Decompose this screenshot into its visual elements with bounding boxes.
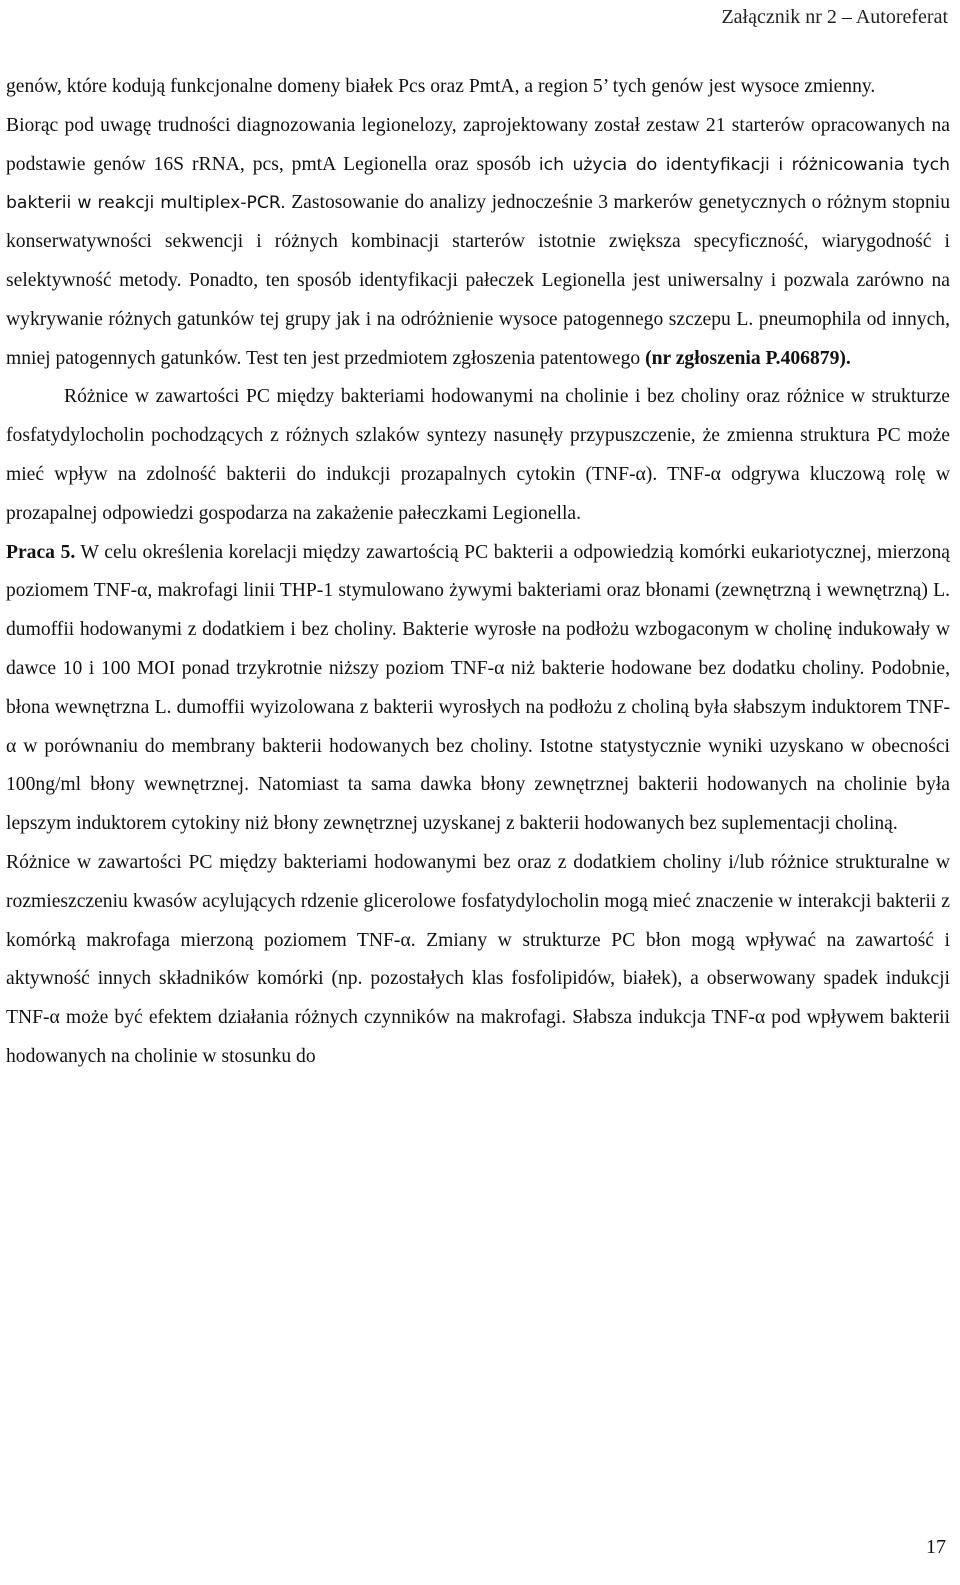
paragraph-2-part-a: Biorąc pod uwagę trudności diagnozowania legionelozy, zaprojektowany został zestaw 21 starterów opracowanych na podstawie genów 16S rRNA, pcs, pmtA Legionella oraz sposób <box>6 114 950 175</box>
page-header: Załącznik nr 2 – Autoreferat <box>721 6 948 28</box>
paper-label: Praca 5. <box>6 541 76 563</box>
paragraph-4 <box>6 534 950 844</box>
paragraph-2-part-b: ich użycia do identyfikacji i różnicowania tych bakterii w reakcji multiplex-PCR. <box>6 154 951 214</box>
paragraph-3: Różnice w zawartości PC między bakteriami hodowanymi na cholinie i bez choliny oraz różnice w strukturze fosfatydylocholin pochodzących z różnych szlaków syntezy nasunęły przypuszczenie, że zmienna struktura PC może mieć wpływ na zdolność bakterii do indukcji prozapalnych cytokin (TNF-α). TNF-α odgrywa kluczową rolę w prozapalnej odpowiedzi gospodarza na zakażenie pałeczkami Legionella. <box>6 386 950 524</box>
patent-number: (nr zgłoszenia P.406879). <box>645 347 851 369</box>
document-body <box>6 68 950 1077</box>
paragraph-2 <box>6 107 950 379</box>
paragraph-1: genów, które kodują funkcjonalne domeny białek Pcs oraz PmtA, a region 5’ tych genów jest wysoce zmienny. <box>6 76 876 97</box>
paragraph-2-part-d: Ponadto, ten sposób identyfikacji pałeczek Legionella jest uniwersalny i pozwala zarówno na wykrywanie różnych gatunków tej grupy jak i na odróżnienie wysoce patogennego szczepu L. pneumophila od innych, mniej patogennych gatunków. <box>6 269 950 369</box>
paragraph-2-part-e: Test ten jest przedmiotem zgłoszenia patentowego <box>241 347 646 369</box>
paragraph-5: Różnice w zawartości PC między bakteriami hodowanymi bez oraz z dodatkiem choliny i/lub różnice strukturalne w rozmieszczeniu kwasów acylujących rdzenie glicerolowe fosfatydylocholin mogą mieć znaczenie w interakcji bakterii z komórką makrofaga mierzoną poziomem TNF-α. Zmiany w strukturze PC błon mogą wpływać na zawartość i aktywność innych składników komórki (np. pozostałych klas fosfolipidów, białek), a obserwowany spadek indukcji TNF-α może być efektem działania różnych czynników na makrofagi. Słabsza indukcja TNF-α pod wpływem bakterii hodowanych na cholinie w stosunku do <box>6 851 950 1067</box>
paragraph-2-part-c: Zastosowanie do analizy jednocześnie 3 markerów genetycznych o różnym stopniu konserwatywności sekwencji i różnych kombinacji starterów istotnie zwiększa specyficzność, wiarygodność i selektywność metody. <box>6 192 950 291</box>
paragraph-4-text: W celu określenia korelacji między zawartością PC bakterii a odpowiedzią komórki eukariotycznej, mierzoną poziomem TNF-α, makrofagi linii THP-1 stymulowano żywymi bakteriami oraz błonami (zewnętrzną i wewnętrzną) L. dumoffii hodowanymi z dodatkiem i bez choliny. Bakterie wyrosłe na podłożu wzbogaconym w cholinę indukowały w dawce 10 i 100 MOI ponad trzykrotnie niższy poziom TNF-α niż bakterie hodowane bez dodatku choliny. Podobnie, błona wewnętrzna L. dumoffii wyizolowana z bakterii wyrosłych na podłożu z choliną była słabszym induktorem TNF-α w porównaniu do membrany bakterii hodowanych bez choliny. Istotne statystycznie wyniki uzyskano w obecności 100ng/ml błony wewnętrznej. Natomiast ta sama dawka błony zewnętrznej bakterii hodowanych na cholinie była lepszym induktorem cytokiny niż błony zewnętrznej uzyskanej z bakterii hodowanych bez suplementacji choliną. <box>6 541 950 835</box>
page-number: 17 <box>926 1536 946 1558</box>
